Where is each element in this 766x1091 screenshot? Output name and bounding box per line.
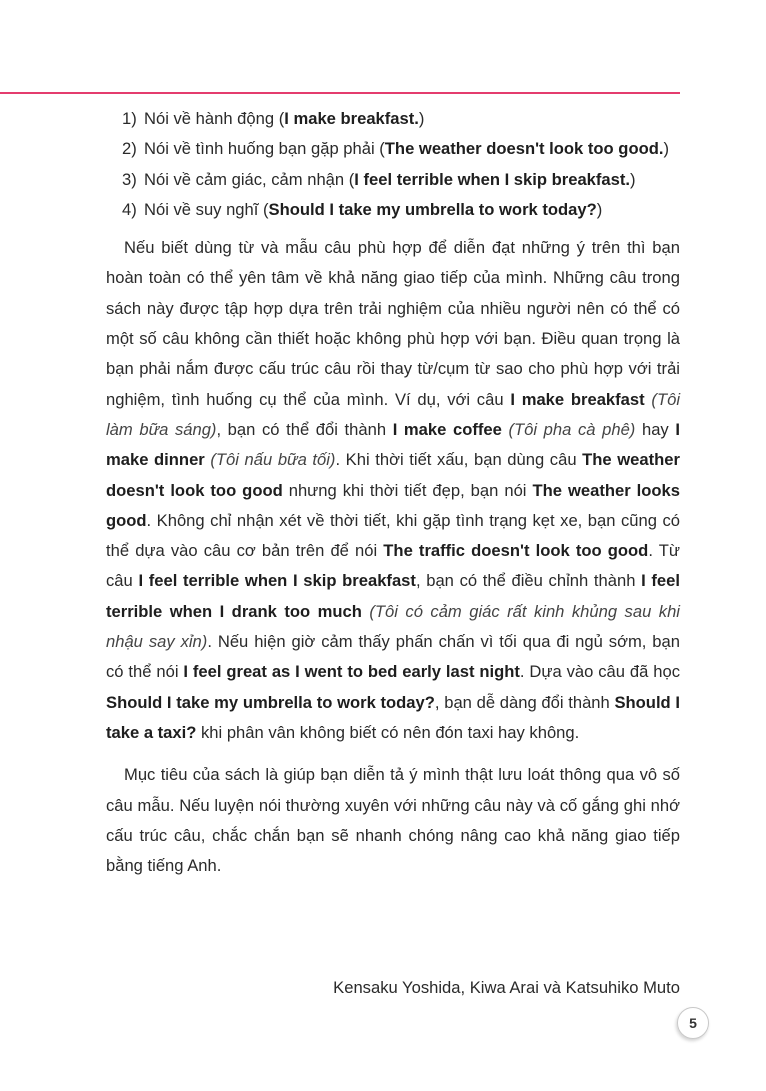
author-signature: Kensaku Yoshida, Kiwa Arai và Katsuhiko Muto xyxy=(333,978,680,997)
body-paragraph-examples: Nếu biết dùng từ và mẫu câu phù hợp để diễn đạt những ý trên thì bạn hoàn toàn có thể yên tâm về khả năng giao tiếp của mình. Những câu trong sách này được tập hợp dựa trên trải nghiệm của nhiều người nên có thể có một số câu không cần thiết hoặc không phù hợp với bạn. Điều quan trọng là bạn phải nắm được cấu trúc câu rồi thay từ/cụm từ sao cho phù hợp với trải nghiệm, tình huống cụ thể của mình. Ví dụ, với câu I make breakfast (Tôi làm bữa sáng), bạn có thể đổi thành I make coffee (Tôi pha cà phê) hay I make dinner (Tôi nấu bữa tối). Khi thời tiết xấu, bạn dùng câu The weather doesn't look too good nhưng khi thời tiết đẹp, bạn nói The weather looks good. Không chỉ nhận xét về thời tiết, khi gặp tình trạng kẹt xe, bạn cũng có thể dựa vào câu cơ bản trên để nói The traffic doesn't look too good. Từ câu I feel terrible when I skip breakfast, bạn có thể điều chỉnh thành I feel terrible when I drank too much (Tôi có cảm giác rất kinh khủng sau khi nhậu say xỉn). Nếu hiện giờ cảm thấy phấn chấn vì tối qua đi ngủ sớm, bạn có thể nói I feel great as I went to bed early last night. Dựa vào câu đã học Should I take my umbrella to work today?, bạn dễ dàng đổi thành Should I take a taxi? khi phân vân không biết có nên đón taxi hay không. xyxy=(106,238,681,742)
list-item: 1) Nói về hành động (I make breakfast.) xyxy=(122,109,425,128)
page-body xyxy=(106,104,680,881)
header-rule xyxy=(0,92,680,94)
list-item: 4) Nói về suy nghĩ (Should I take my umbrella to work today?) xyxy=(122,199,603,219)
function-list xyxy=(106,104,680,225)
list-item: 2) Nói về tình huống bạn gặp phải (The weather doesn't look too good.) xyxy=(122,139,669,159)
page-number-badge: 5 xyxy=(677,1007,709,1039)
body-paragraph-goal: Mục tiêu của sách là giúp bạn diễn tả ý mình thật lưu loát thông qua vô số câu mẫu. Nếu luyện nói thường xuyên với những câu này và cố gắng ghi nhớ cấu trúc câu, chắc chắn bạn sẽ nhanh chóng nâng cao khả năng giao tiếp bằng tiếng Anh. xyxy=(106,765,680,876)
list-item: 3) Nói về cảm giác, cảm nhận (I feel terrible when I skip breakfast.) xyxy=(122,169,636,189)
